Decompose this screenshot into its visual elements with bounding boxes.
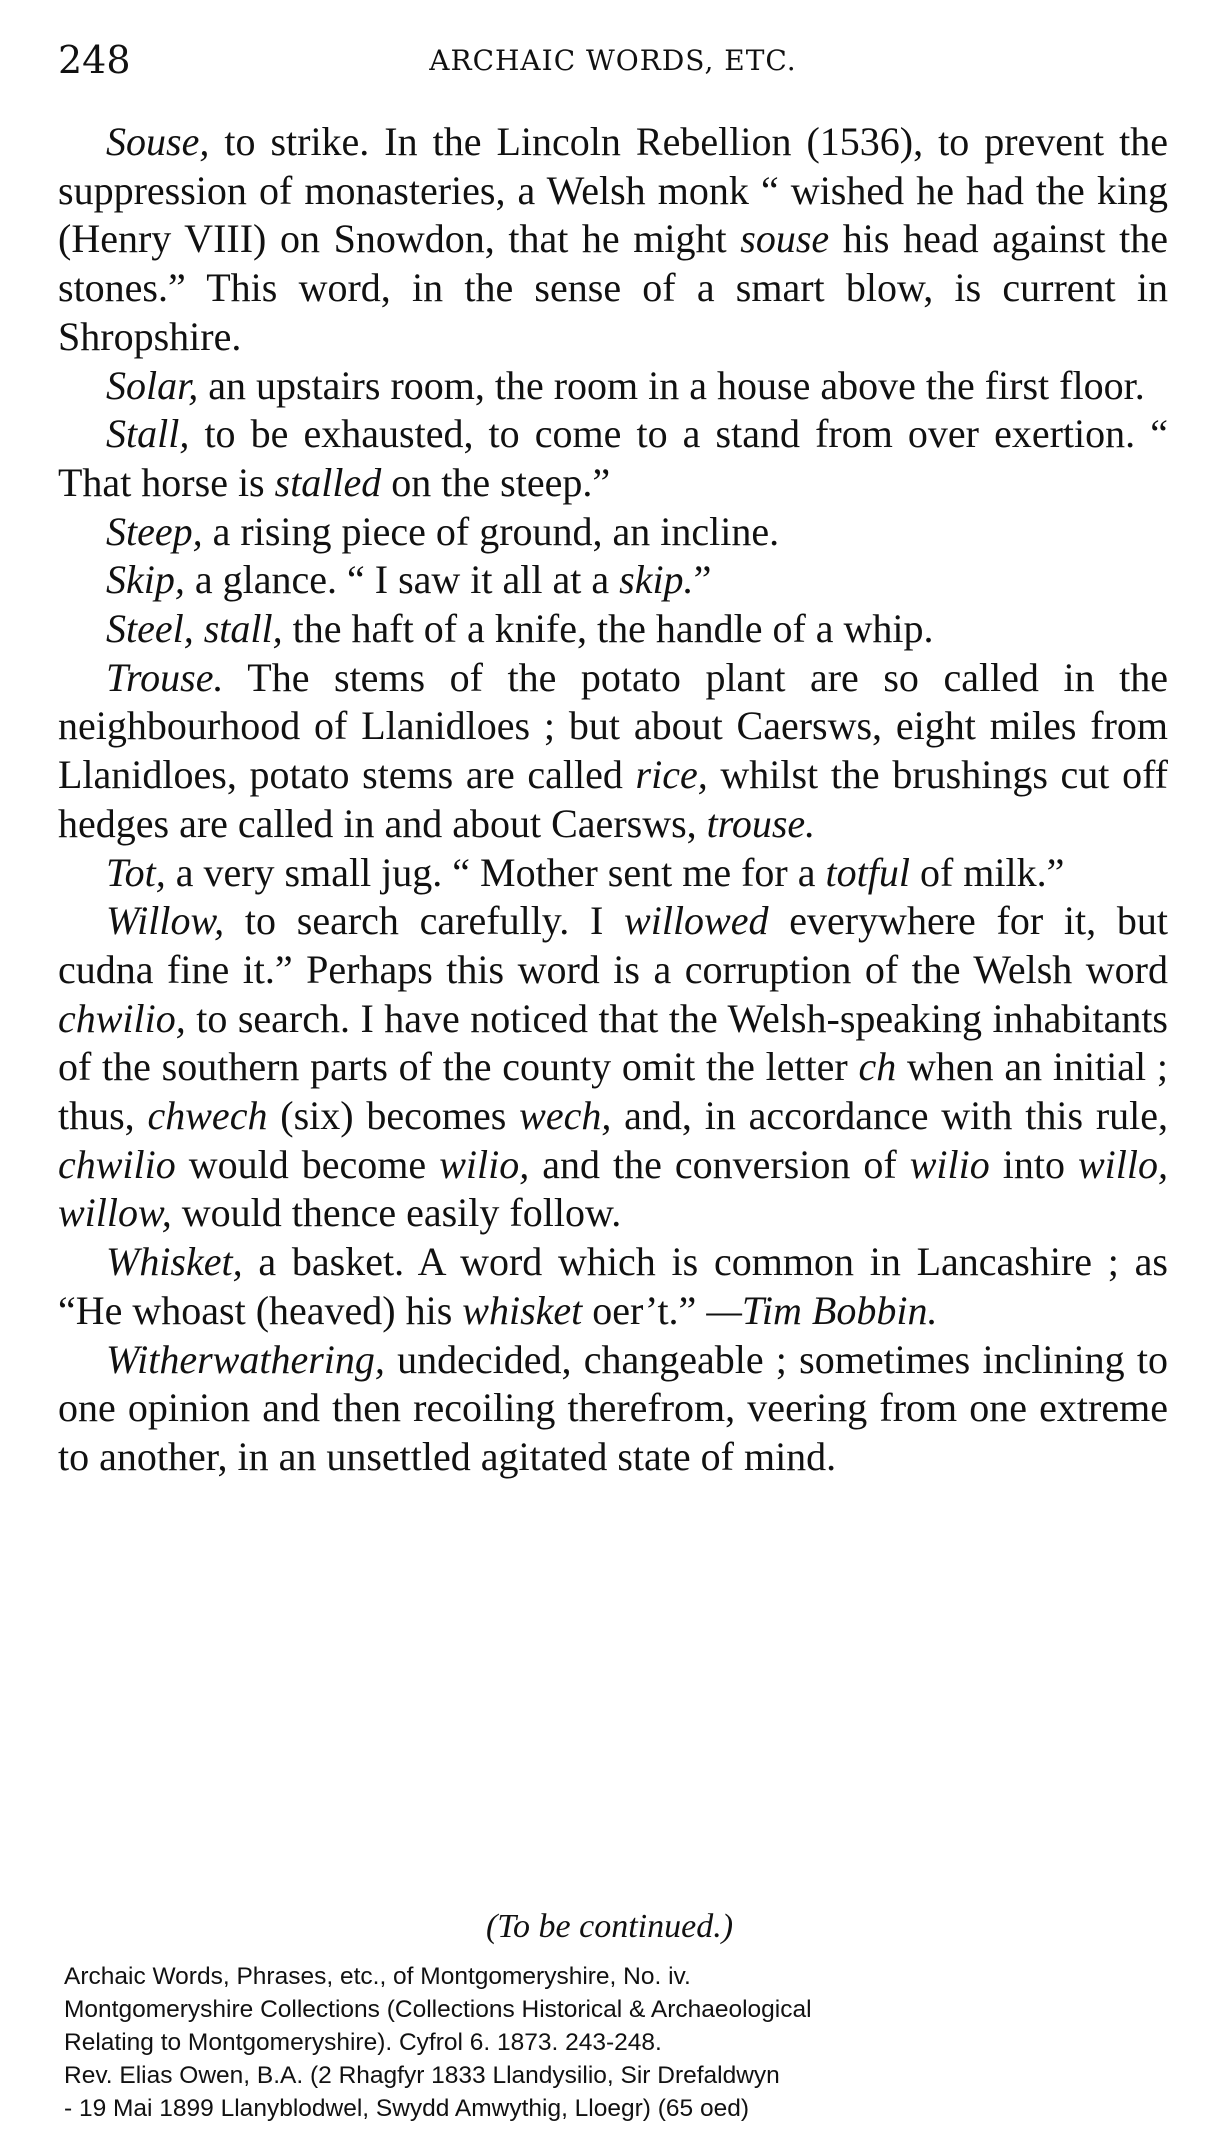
entry-italic-text: wilio, (439, 1141, 530, 1187)
entry-headword: Trouse. (106, 654, 224, 700)
running-title: ARCHAIC WORDS, ETC. (429, 44, 797, 77)
glossary-entry (58, 1336, 1168, 1482)
entry-headword: Skip, (106, 557, 185, 603)
citation-line: Archaic Words, Phrases, etc., of Montgomeryshire, No. iv. (64, 1963, 691, 1990)
glossary-entry (58, 654, 1168, 849)
entry-headword: Willow, (106, 898, 225, 944)
page-number: 248 (58, 38, 131, 82)
entry-text: undecided, changeable ; sometimes inclining to one opinion and then recoiling therefrom, veering from one extreme to another, in an unsettled agitated state of mind. (58, 1336, 1168, 1479)
entry-text: of milk.” (909, 849, 1065, 895)
entry-italic-text: chwech (147, 1093, 268, 1139)
entry-text: (six) becomes (267, 1093, 520, 1139)
glossary-entry (58, 605, 1168, 654)
continued-note: (To be continued.) (485, 1908, 734, 1945)
entry-text: a basket. A word which is common in Lancashire ; as “He whoast (heaved) his (58, 1239, 1168, 1333)
entry-italic-text: chwilio, (58, 995, 186, 1041)
entry-text: The stems of the potato plant are so called in the neighbourhood of Llanidloes ; but about Caersws, eight miles from Llanidloes, potato stems are called (58, 654, 1168, 798)
entry-text: whilst the brushings cut off hedges are called in and about Caersws, (58, 752, 1168, 846)
entry-italic-text: wilio (909, 1141, 990, 1187)
entry-text: to search. I have noticed that the Welsh-speaking inhabitants of the southern parts of the county omit the letter (58, 995, 1168, 1090)
entry-italic-text: rice, (635, 752, 708, 798)
entry-text: and, in accordance with this rule, (611, 1093, 1169, 1139)
entry-text: the haft of a knife, the handle of a whip. (282, 606, 934, 652)
entry-text: ” (693, 557, 712, 603)
entry-text: a rising piece of ground, an incline. (202, 508, 780, 554)
entry-headword: Steep, (106, 508, 203, 554)
citation-line: - 19 Mai 1899 Llanyblodwel, Swydd Amwythig, Lloegr) (65 oed) (64, 2095, 750, 2122)
entry-text: his head against the stones.” This word, in the sense of a smart blow, is current in Shropshire. (58, 216, 1169, 359)
entry-italic-text: willowed (624, 898, 769, 944)
entry-text: to strike. In the Lincoln Rebellion (1536), to prevent the suppression of monasteries, a Welsh monk “ wished he had the king (Henry VIII) on Snowdon, that he might (58, 119, 1168, 262)
entry-italic-text: stalled (274, 459, 382, 505)
entry-italic-text: willo, willow, (58, 1141, 1169, 1236)
glossary-entry (58, 362, 1168, 411)
entry-italic-text: chwilio (58, 1141, 176, 1187)
entry-italic-text: souse (740, 216, 830, 262)
entry-text: and the conversion of (529, 1141, 910, 1187)
citation-line: Montgomeryshire Collections (Collections Historical & Archaeological (64, 1996, 812, 2023)
entry-text: would thence easily follow. (171, 1190, 622, 1236)
glossary-body (58, 118, 1168, 1482)
entry-italic-text: trouse. (706, 800, 816, 846)
entry-text: to be exhausted, to come to a stand from over exertion. “ That horse is (58, 411, 1168, 505)
glossary-entry (58, 897, 1168, 1238)
entry-headword: Tot, (106, 849, 166, 895)
entry-italic-text: —Tim Bobbin. (706, 1287, 938, 1333)
entry-headword: Witherwathering, (106, 1336, 385, 1382)
glossary-entry (58, 508, 1168, 557)
entry-headword: Whisket, (106, 1239, 243, 1285)
entry-text: on the steep.” (381, 459, 611, 505)
entry-italic-text: skip. (619, 557, 694, 603)
source-citation (64, 1960, 964, 2125)
entry-text: a very small jug. “ Mother sent me for a (165, 849, 826, 895)
entry-text: an upstairs room, the room in a house above the first floor. (198, 362, 1145, 408)
entry-italic-text: ch (858, 1044, 897, 1090)
glossary-entry (58, 556, 1168, 605)
glossary-entry (58, 118, 1168, 362)
glossary-entry (58, 410, 1168, 507)
entry-text: everywhere for it, but cudna fine it.” Perhaps this word is a corruption of the Welsh word (58, 898, 1168, 992)
entry-text: oer’t.” (582, 1287, 707, 1333)
entry-headword: Souse, (106, 119, 210, 164)
glossary-entry (58, 849, 1168, 898)
entry-italic-text: wech, (519, 1093, 612, 1139)
citation-line: Rev. Elias Owen, B.A. (2 Rhagfyr 1833 Llandysilio, Sir Drefaldwyn (64, 2062, 780, 2089)
entry-text: a glance. “ I saw it all at a (184, 557, 620, 603)
entry-text: into (989, 1141, 1078, 1187)
entry-headword: Solar, (106, 362, 199, 408)
page-header (58, 30, 1168, 90)
entry-italic-text: totful (825, 849, 910, 895)
entry-italic-text: whisket (462, 1287, 583, 1333)
glossary-entry (58, 1238, 1168, 1335)
entry-text: would become (175, 1141, 440, 1187)
entry-headword: Steel, stall, (106, 606, 283, 652)
entry-text: to search carefully. I (224, 898, 625, 944)
citation-line: Relating to Montgomeryshire). Cyfrol 6. 1873. 243-248. (64, 2029, 662, 2056)
entry-text: when an initial ; thus, (58, 1044, 1168, 1139)
entry-headword: Stall, (106, 411, 190, 457)
